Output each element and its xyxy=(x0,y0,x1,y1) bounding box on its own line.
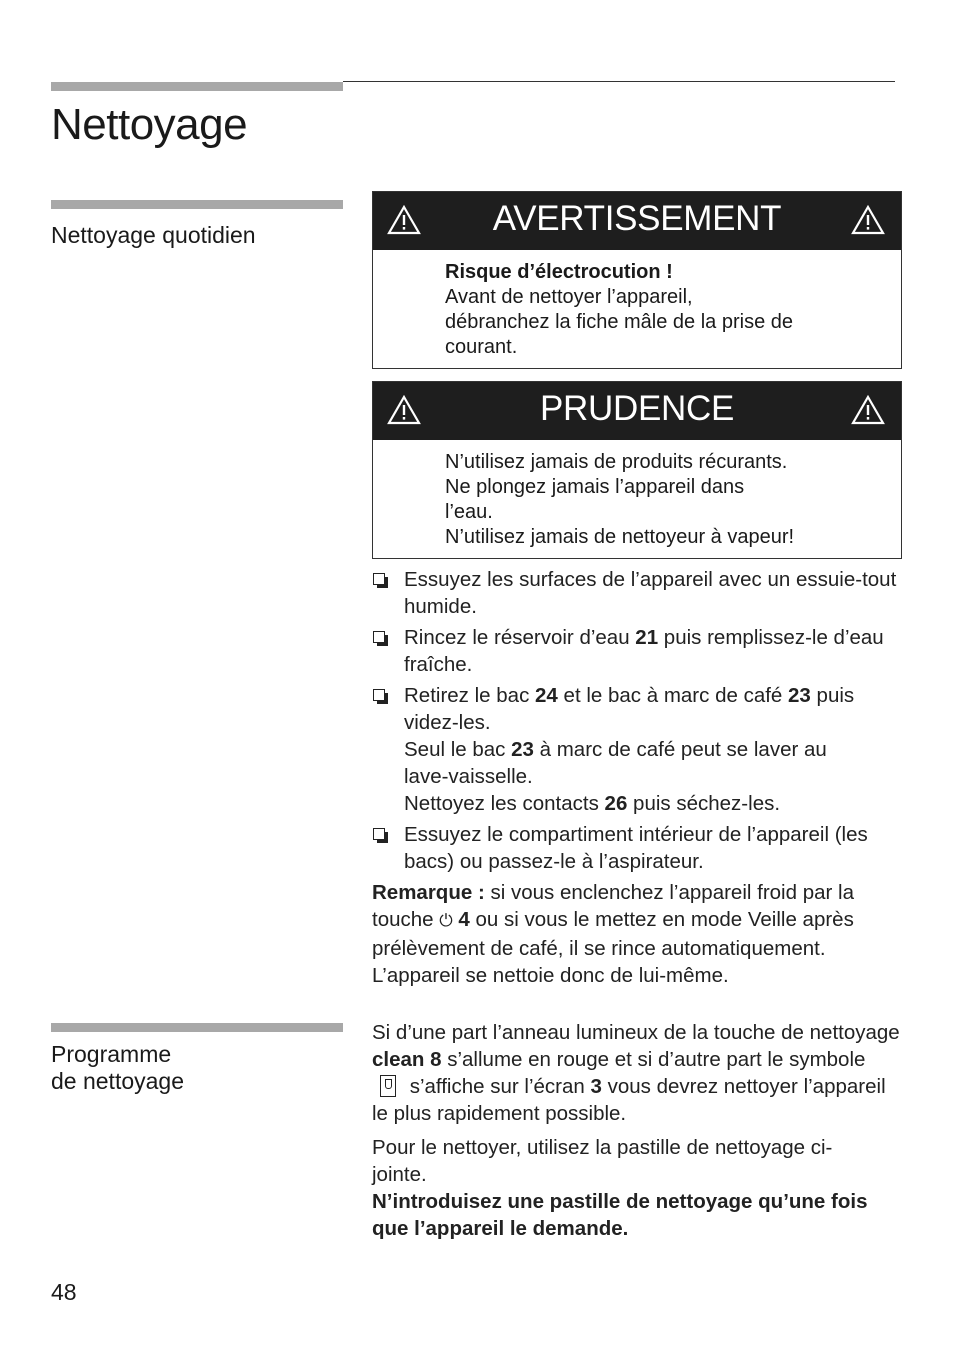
program-text-part: vous devrez nettoyer l’appareil le plus rapidement possible. xyxy=(372,1075,886,1125)
warning-body xyxy=(373,250,901,364)
step-text: puis videz-les. xyxy=(404,684,855,734)
program-text-part: s’allume en rouge et si d’autre part le symbole xyxy=(441,1048,866,1071)
program-instruction: N’introduisez une pastille de nettoyage qu’une fois que l’appareil le demande. xyxy=(372,1190,868,1240)
step-text: Retirez le bac xyxy=(404,684,536,707)
remark xyxy=(372,879,872,989)
caution-line: N’utilisez jamais de produits récurants. xyxy=(445,451,788,473)
remark-text: si vous enclenchez l’appareil froid par la touche xyxy=(372,881,854,931)
warning-line: débranchez la fiche mâle de la prise de xyxy=(445,311,793,333)
cleaning-tablet-icon xyxy=(380,1075,396,1097)
list-item xyxy=(372,682,902,817)
key-number: 8 xyxy=(430,1048,442,1071)
checkbox-icon xyxy=(373,689,385,701)
cleaning-steps xyxy=(372,566,902,989)
checkbox-icon xyxy=(373,828,385,840)
part-number: 23 xyxy=(788,684,811,707)
step-text: puis remplissez-le d’eau fraîche. xyxy=(404,626,884,676)
caution-header xyxy=(373,382,901,440)
page-title: Nettoyage xyxy=(51,100,248,149)
section-rule-program xyxy=(51,1023,343,1032)
program-text-part: Si d’une part l’anneau lumineux de la touche de nettoyage xyxy=(372,1021,900,1044)
part-number: 24 xyxy=(535,684,558,707)
warning-triangle-icon xyxy=(851,205,885,235)
step-text: Essuyez le compartiment intérieur de l’appareil (les bacs) ou passez-le à l’aspirateur. xyxy=(404,823,868,873)
power-icon: ⏻ xyxy=(439,911,453,931)
checkbox-icon xyxy=(373,631,385,643)
key-number: 4 xyxy=(458,908,470,931)
list-item xyxy=(372,624,902,678)
section-title-daily: Nettoyage quotidien xyxy=(51,222,256,248)
step-text: Rincez le réservoir d’eau xyxy=(404,626,636,649)
remark-text: ou si vous le mettez en mode Veille après prélèvement de café, il se rince automatiquement. L’appareil se nettoie donc de lui-même. xyxy=(372,908,854,987)
caution-box xyxy=(372,381,902,559)
part-number: 23 xyxy=(511,738,534,761)
warning-box xyxy=(372,191,902,369)
step-text: Nettoyez les contacts xyxy=(404,792,605,815)
section-title-program xyxy=(51,1041,184,1095)
screen-number: 3 xyxy=(590,1075,602,1098)
steps-list xyxy=(372,566,902,875)
step-text: Essuyez les surfaces de l’appareil avec un essuie-tout humide. xyxy=(404,568,897,618)
program-text-part: s’affiche sur l’écran xyxy=(404,1075,591,1098)
program-paragraph xyxy=(372,1019,902,1127)
section-rule-daily xyxy=(51,200,343,209)
caution-line: l’eau. xyxy=(445,501,493,523)
part-number: 21 xyxy=(635,626,659,649)
page-number: 48 xyxy=(51,1279,77,1305)
step-text: et le bac à marc de café xyxy=(557,684,789,707)
list-item xyxy=(372,821,902,875)
warning-label: AVERTISSEMENT xyxy=(492,199,782,238)
caution-label: PRUDENCE xyxy=(539,389,734,428)
program-text xyxy=(372,1019,902,1242)
warning-line: Avant de nettoyer l’appareil, xyxy=(445,286,693,308)
caution-line: Ne plongez jamais l’appareil dans xyxy=(445,476,745,498)
step-text: puis séchez-les. xyxy=(627,792,781,815)
warning-triangle-icon xyxy=(851,395,885,425)
top-rule-thin xyxy=(343,81,895,82)
warning-line: courant. xyxy=(445,336,518,358)
remark-label: Remarque : xyxy=(372,881,485,904)
list-item xyxy=(372,566,902,620)
warning-line: Risque d’électrocution ! xyxy=(445,261,673,283)
step-text: Seul le bac xyxy=(404,738,512,761)
program-paragraph: Pour le nettoyer, utilisez la pastille de nettoyage ci-jointe. xyxy=(372,1136,833,1186)
section-title-line: de nettoyage xyxy=(51,1068,185,1094)
section-title-line: Programme xyxy=(51,1041,172,1067)
step-subtext xyxy=(404,790,902,817)
top-rule-thick xyxy=(51,82,343,91)
checkbox-icon xyxy=(373,573,385,585)
step-text: à marc de café peut se laver au lave-vaisselle. xyxy=(404,738,827,788)
part-number: 26 xyxy=(604,792,628,815)
warning-header xyxy=(373,192,901,250)
caution-line: N’utilisez jamais de nettoyeur à vapeur! xyxy=(445,526,795,548)
step-subtext xyxy=(404,736,834,790)
clean-key-label: clean xyxy=(372,1048,425,1071)
caution-body xyxy=(373,440,901,554)
